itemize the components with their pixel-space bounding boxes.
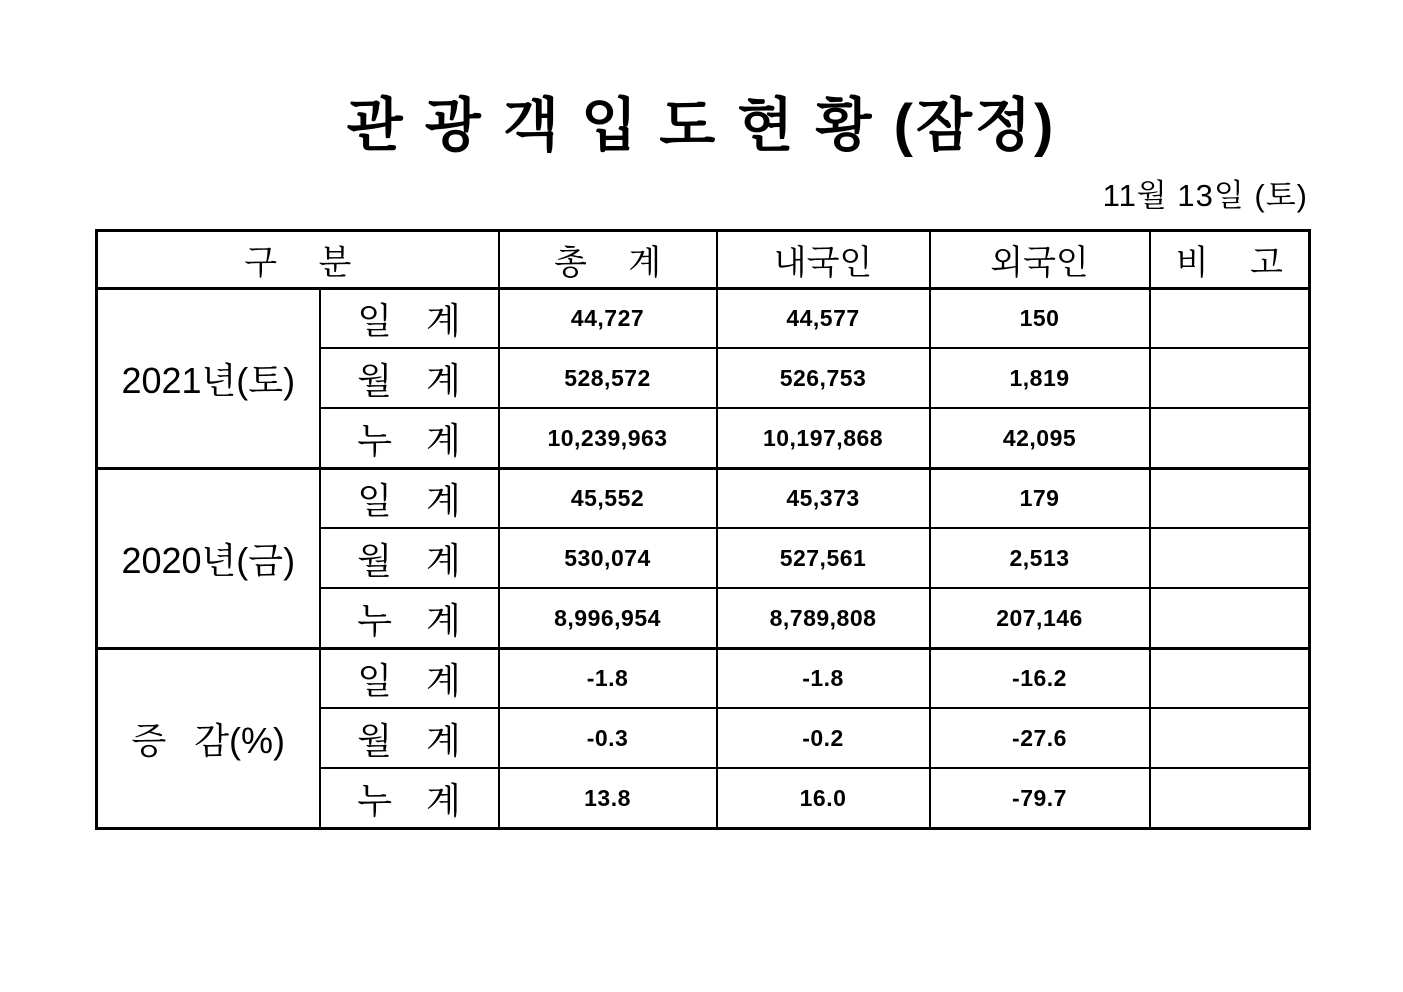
report-date: 11월 13일 (토) xyxy=(1102,177,1308,213)
row-label: 월 계 xyxy=(320,708,499,768)
table-row xyxy=(97,468,1310,528)
cell-total: 10,239,963 xyxy=(499,408,717,468)
row-label: 일 계 xyxy=(320,648,499,708)
cell-total: 13.8 xyxy=(499,768,717,828)
cell-note xyxy=(1150,348,1310,408)
table-row xyxy=(97,288,1310,348)
cell-foreign: 179 xyxy=(930,468,1150,528)
col-header-category: 구 분 xyxy=(97,230,499,288)
group-label-change-pct: 증 감(%) xyxy=(97,648,320,828)
cell-note xyxy=(1150,648,1310,708)
col-header-note: 비 고 xyxy=(1150,230,1310,288)
page-title: 관 광 객 입 도 현 황 (잠정) xyxy=(346,93,1057,158)
cell-domestic: 44,577 xyxy=(717,288,930,348)
cell-foreign: -79.7 xyxy=(930,768,1150,828)
cell-total: 528,572 xyxy=(499,348,717,408)
row-label: 일 계 xyxy=(320,288,499,348)
cell-foreign: 1,819 xyxy=(930,348,1150,408)
group-label-2020: 2020년(금) xyxy=(97,468,320,648)
table-row xyxy=(97,648,1310,708)
cell-note xyxy=(1150,288,1310,348)
table-header-row xyxy=(97,230,1310,288)
row-label: 월 계 xyxy=(320,348,499,408)
cell-domestic: -0.2 xyxy=(717,708,930,768)
cell-foreign: 207,146 xyxy=(930,588,1150,648)
row-label: 누 계 xyxy=(320,408,499,468)
cell-domestic: -1.8 xyxy=(717,648,930,708)
cell-note xyxy=(1150,468,1310,528)
cell-domestic: 8,789,808 xyxy=(717,588,930,648)
cell-total: -0.3 xyxy=(499,708,717,768)
cell-total: 530,074 xyxy=(499,528,717,588)
row-label: 누 계 xyxy=(320,588,499,648)
cell-foreign: -16.2 xyxy=(930,648,1150,708)
cell-domestic: 10,197,868 xyxy=(717,408,930,468)
cell-note xyxy=(1150,768,1310,828)
col-header-domestic: 내국인 xyxy=(717,230,930,288)
col-header-total: 총 계 xyxy=(499,230,717,288)
cell-foreign: 42,095 xyxy=(930,408,1150,468)
row-label: 일 계 xyxy=(320,468,499,528)
cell-foreign: 2,513 xyxy=(930,528,1150,588)
cell-total: -1.8 xyxy=(499,648,717,708)
cell-foreign: -27.6 xyxy=(930,708,1150,768)
cell-note xyxy=(1150,708,1310,768)
cell-foreign: 150 xyxy=(930,288,1150,348)
group-label-2021: 2021년(토) xyxy=(97,288,320,468)
tourist-arrival-table xyxy=(95,229,1311,830)
row-label: 누 계 xyxy=(320,768,499,828)
cell-total: 44,727 xyxy=(499,288,717,348)
cell-note xyxy=(1150,588,1310,648)
cell-domestic: 16.0 xyxy=(717,768,930,828)
row-label: 월 계 xyxy=(320,528,499,588)
cell-total: 8,996,954 xyxy=(499,588,717,648)
cell-total: 45,552 xyxy=(499,468,717,528)
cell-domestic: 527,561 xyxy=(717,528,930,588)
cell-domestic: 45,373 xyxy=(717,468,930,528)
col-header-foreign: 외국인 xyxy=(930,230,1150,288)
cell-domestic: 526,753 xyxy=(717,348,930,408)
cell-note xyxy=(1150,528,1310,588)
cell-note xyxy=(1150,408,1310,468)
